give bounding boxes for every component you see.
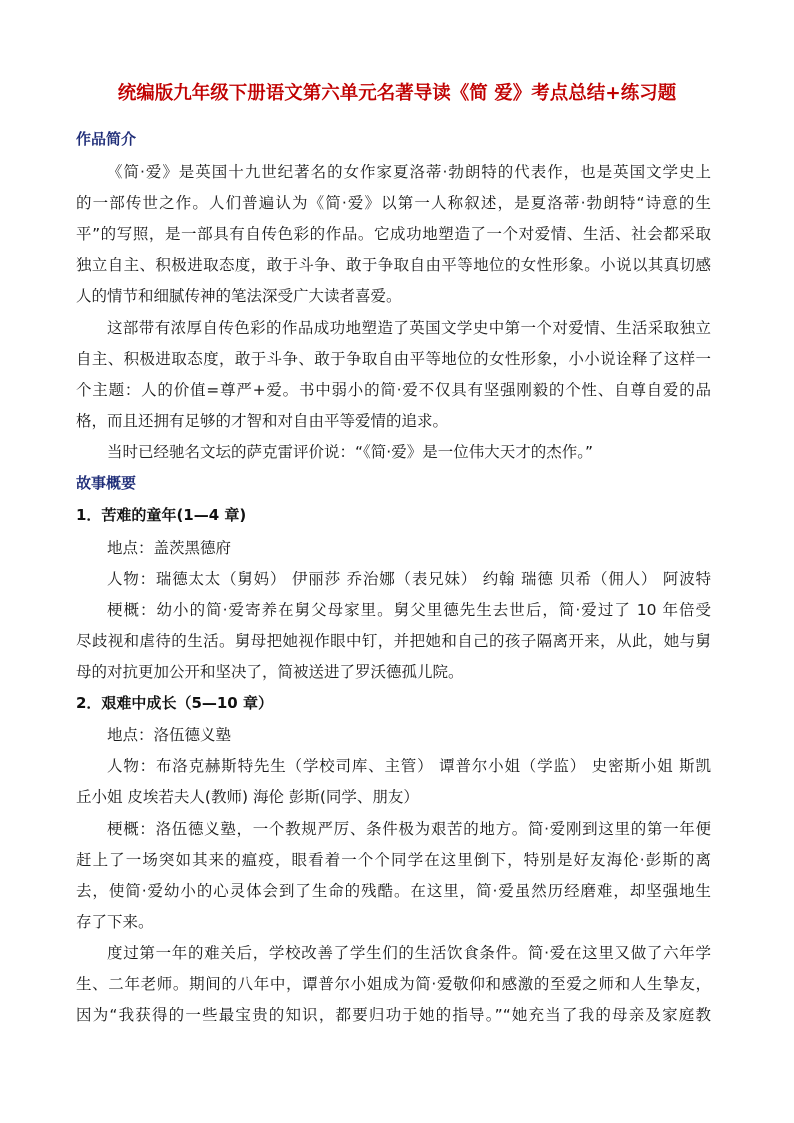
paragraph-line: 赶上了一场突如其来的瘟疫，眼看着一个个同学在这里倒下，特别是好友海伦·彭斯的离	[76, 851, 711, 869]
paragraph-line: 梗概：洛伍德义塾，一个教规严厉、条件极为艰苦的地方。简·爱刚到这里的第一年便	[107, 820, 711, 838]
paragraph-line: 梗概：幼小的简·爱寄养在舅父母家里。舅父里德先生去世后，简·爱过了 10 年倍受	[107, 601, 711, 619]
quote-line: 当时已经驰名文坛的萨克雷评价说：“《简·爱》是一位伟大天才的杰作。”	[107, 443, 593, 461]
paragraph-line: 尽歧视和虐待的生活。舅母把她视作眼中钉，并把她和自己的孩子隔离开来，从此，她与舅	[76, 632, 711, 650]
paragraph-line: 因为“我获得的一些最宝贵的知识，都要归功于她的指导。”“她充当了我的母亲及家庭教	[76, 1006, 711, 1024]
paragraph-line: 度过第一年的难关后，学校改善了学生们的生活饮食条件。简·爱在这里又做了六年学	[107, 944, 711, 962]
paragraph-line: 《简·爱》是英国十九世纪著名的女作家夏洛蒂·勃朗特的代表作，也是英国文学史上	[107, 163, 711, 181]
paragraph-line: 人的情节和细腻传神的笔法深受广大读者喜爱。	[76, 287, 402, 305]
part2-title: 2．艰难中成长（5—10 章）	[76, 694, 273, 712]
part1-title: 1．苦难的童年(1—4 章)	[76, 506, 247, 524]
paragraph-line: 平”的写照，是一部具有自传色彩的作品。它成功地塑造了一个对爱情、生活、社会都采取	[76, 225, 711, 243]
part1-place: 地点：盖茨黑德府	[107, 539, 232, 557]
part2-people: 人物：布洛克赫斯特先生（学校司库、主管） 谭普尔小姐（学监） 史密斯小姐 斯凯	[107, 757, 711, 775]
part2-people: 丘小姐 皮埃若夫人(教师) 海伦 彭斯(同学、朋友）	[76, 788, 419, 806]
paragraph-line: 格，而且还拥有足够的才智和对自由平等爱情的追求。	[76, 412, 449, 430]
document-title: 统编版九年级下册语文第六单元名著导读《简 爱》考点总结+练习题	[117, 83, 677, 104]
paragraph-line: 去，使简·爱幼小的心灵体会到了生命的残酷。在这里，简·爱虽然历经磨难，却坚强地生	[76, 882, 711, 900]
part1-people: 人物：瑞德太太（舅妈） 伊丽莎 乔治娜（表兄妹） 约翰 瑞德 贝希（佣人） 阿波特	[107, 570, 711, 588]
paragraph-line: 生、二年老师。期间的八年中，谭普尔小姐成为简·爱敬仰和感激的至爱之师和人生挚友，	[76, 975, 711, 993]
section-heading-story: 故事概要	[76, 474, 137, 492]
paragraph-line: 这部带有浓厚自传色彩的作品成功地塑造了英国文学史中第一个对爱情、生活采取独立	[107, 319, 711, 337]
paragraph-line: 个主题：人的价值=尊严+爱。书中弱小的简·爱不仅具有坚强刚毅的个性、自尊自爱的品	[76, 381, 711, 399]
paragraph-line: 自主、积极进取态度，敢于斗争、敢于争取自由平等地位的女性形象，小小说诠释了这样一	[76, 350, 711, 368]
paragraph-line: 母的对抗更加公开和坚决了，简被送进了罗沃德孤儿院。	[76, 663, 464, 681]
paragraph-line: 的一部传世之作。人们普遍认为《简·爱》以第一人称叙述，是夏洛蒂·勃朗特“诗意的生	[76, 194, 711, 212]
paragraph-line: 独立自主、积极进取态度，敢于斗争、敢于争取自由平等地位的女性形象。小说以其真切感	[76, 256, 711, 274]
paragraph-line: 存了下来。	[76, 913, 154, 931]
section-heading-intro: 作品简介	[76, 130, 137, 148]
part2-place: 地点：洛伍德义塾	[107, 726, 232, 744]
